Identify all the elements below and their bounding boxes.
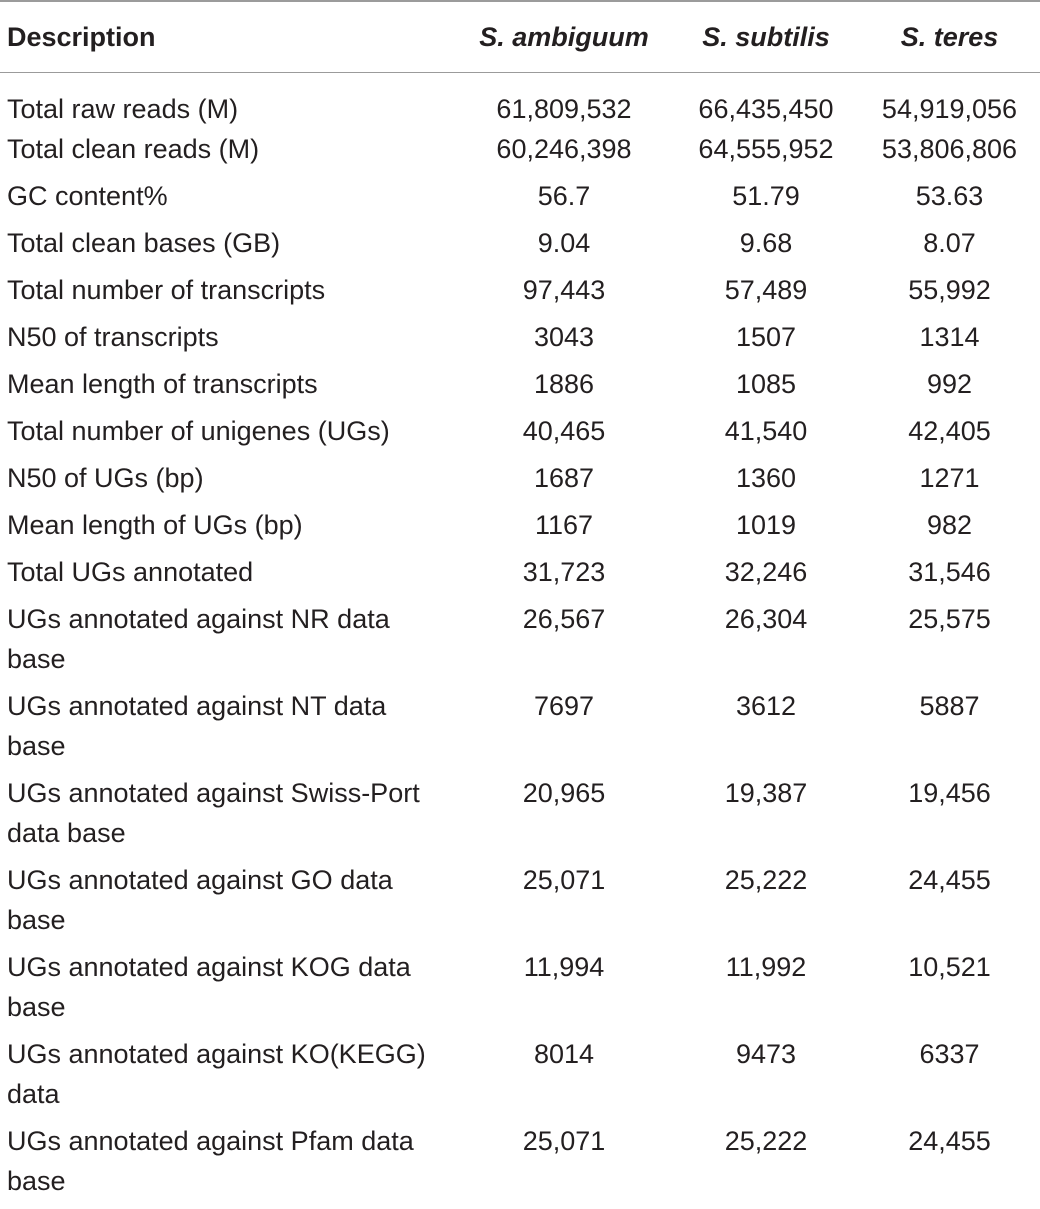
value-s-subtilis: 66,435,450: [698, 94, 834, 124]
value-s-teres: 1314: [919, 322, 980, 352]
row-label: Mean length of transcripts: [7, 369, 318, 399]
value-s-teres: 54,919,056: [881, 94, 1018, 124]
value-s-subtilis: 57,489: [724, 275, 808, 305]
value-s-ambiguum: 97,443: [522, 275, 606, 305]
value-s-subtilis: 1085: [735, 369, 797, 399]
value-s-ambiguum: 25,071: [522, 865, 606, 895]
table-row: [0, 599, 1040, 686]
value-s-ambiguum: 60,246,398: [496, 134, 632, 164]
value-s-teres: 42,405: [908, 416, 991, 446]
value-s-subtilis: 41,540: [724, 416, 808, 446]
value-s-teres: 53,806,806: [881, 134, 1018, 164]
value-s-ambiguum: 11,994: [523, 952, 605, 982]
row-label: GC content%: [7, 181, 168, 211]
table-row: [0, 458, 1040, 505]
value-s-subtilis: 25,222: [724, 865, 808, 895]
value-s-teres: 19,456: [908, 778, 991, 808]
row-label: Total clean bases (GB): [7, 228, 281, 258]
table-row: [0, 73, 1040, 130]
row-label: UGs annotated against Swiss-Port data base: [7, 778, 420, 848]
table-row: [0, 317, 1040, 364]
value-s-teres: 5887: [919, 691, 980, 721]
header-description: Description: [7, 22, 156, 52]
row-label: Total number of transcripts: [7, 275, 326, 305]
table-row: [0, 223, 1040, 270]
table-row: [0, 505, 1040, 552]
value-s-ambiguum: 20,965: [522, 778, 606, 808]
table-row: [0, 1121, 1040, 1208]
header-s-teres: S. teres: [900, 22, 999, 52]
row-label: Total number of unigenes (UGs): [7, 416, 390, 446]
row-label: Total UGs annotated: [7, 557, 254, 587]
value-s-teres: 1271: [919, 463, 980, 493]
value-s-subtilis: 9.68: [739, 228, 793, 258]
value-s-teres: 24,455: [908, 1126, 991, 1156]
value-s-ambiguum: 56.7: [537, 181, 591, 211]
row-label: UGs annotated against KO(KEGG) data: [7, 1039, 426, 1109]
table-row: [0, 947, 1040, 1034]
value-s-ambiguum: 7697: [533, 691, 595, 721]
value-s-teres: 24,455: [908, 865, 991, 895]
table-row: [0, 552, 1040, 599]
value-s-ambiguum: 25,071: [522, 1126, 606, 1156]
value-s-subtilis: 9473: [735, 1039, 797, 1069]
table-row: [0, 860, 1040, 947]
value-s-ambiguum: 26,567: [522, 604, 606, 634]
value-s-ambiguum: 1167: [534, 510, 594, 540]
value-s-ambiguum: 8014: [533, 1039, 595, 1069]
table-row: [0, 411, 1040, 458]
table-row: [0, 364, 1040, 411]
row-label: Total raw reads (M): [7, 94, 239, 124]
value-s-ambiguum: 3043: [533, 322, 595, 352]
value-s-teres: 25,575: [908, 604, 991, 634]
value-s-ambiguum: 1886: [533, 369, 595, 399]
value-s-ambiguum: 61,809,532: [496, 94, 632, 124]
value-s-subtilis: 32,246: [724, 557, 808, 587]
row-label: Total clean reads (M): [7, 134, 260, 164]
value-s-ambiguum: 40,465: [522, 416, 606, 446]
table-header: [0, 1, 1040, 73]
value-s-ambiguum: 31,723: [522, 557, 606, 587]
value-s-teres: 31,546: [908, 557, 991, 587]
value-s-subtilis: 1019: [735, 510, 797, 540]
header-s-subtilis: S. subtilis: [702, 22, 830, 52]
value-s-subtilis: 26,304: [724, 604, 808, 634]
row-label: Mean length of UGs (bp): [7, 510, 303, 540]
value-s-subtilis: 3612: [735, 691, 797, 721]
row-label: UGs annotated against NR data base: [7, 604, 390, 674]
header-s-ambiguum: S. ambiguum: [479, 22, 649, 52]
table-row: [0, 686, 1040, 773]
row-label: N50 of UGs (bp): [7, 463, 204, 493]
table-row: [0, 270, 1040, 317]
table-row: [0, 176, 1040, 223]
value-s-teres: 992: [926, 369, 973, 399]
value-s-teres: 6337: [919, 1039, 980, 1069]
row-label: UGs annotated against KOG data base: [7, 952, 411, 1022]
value-s-subtilis: 19,387: [724, 778, 808, 808]
value-s-teres: 55,992: [908, 275, 991, 305]
value-s-teres: 10,521: [908, 952, 991, 982]
table-row: [0, 129, 1040, 176]
value-s-ambiguum: 9.04: [537, 228, 591, 258]
value-s-subtilis: 1507: [735, 322, 797, 352]
value-s-teres: 982: [926, 510, 973, 540]
value-s-subtilis: 51.79: [732, 181, 800, 211]
value-s-teres: 53.63: [915, 181, 984, 211]
row-label: N50 of transcripts: [7, 322, 219, 352]
table-body: [0, 73, 1040, 1209]
value-s-ambiguum: 1687: [533, 463, 595, 493]
row-label: UGs annotated against Pfam data base: [7, 1126, 414, 1196]
value-s-subtilis: 64,555,952: [698, 134, 834, 164]
value-s-subtilis: 11,992: [725, 952, 807, 982]
row-label: UGs annotated against GO data base: [7, 865, 393, 935]
table-row: [0, 1034, 1040, 1121]
value-s-subtilis: 1360: [735, 463, 797, 493]
row-label: UGs annotated against NT data base: [7, 691, 387, 761]
table-row: [0, 773, 1040, 860]
header-row: [0, 1, 1040, 73]
value-s-teres: 8.07: [923, 228, 976, 258]
value-s-subtilis: 25,222: [724, 1126, 808, 1156]
